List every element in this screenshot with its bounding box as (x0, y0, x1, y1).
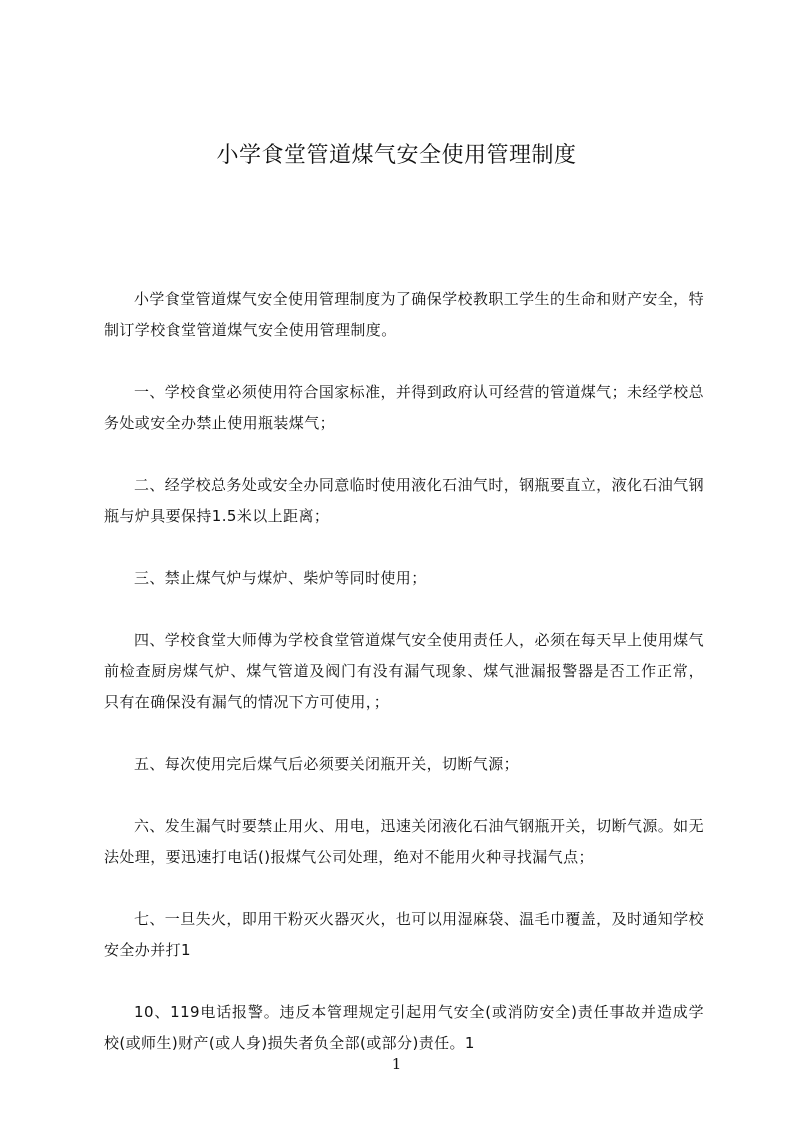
document-body (104, 284, 704, 1090)
paragraph-rule-5: 五、每次使用完后煤气后必须要关闭瓶开关，切断气源； (134, 755, 520, 773)
paragraph-rule-7: 七、一旦失火，即用干粉灭火器灭火，也可以用湿麻袋、温毛巾覆盖，及时通知学校安全办并打1 (104, 910, 704, 959)
document-title: 小学食堂管道煤气安全使用管理制度 (216, 143, 577, 168)
paragraph-rule-4: 四、学校食堂大师傅为学校食堂管道煤气安全使用责任人，必须在每天早上使用煤气前检查厨房煤气炉、煤气管道及阀门有没有漏气现象、煤气泄漏报警器是否工作正常，只有在确保没有漏气的情况下方可使用，； (104, 631, 704, 711)
paragraph-rule-2: 二、经学校总务处或安全办同意临时使用液化石油气时，钢瓶要直立，液化石油气钢瓶与炉具要保持1.5米以上距离； (104, 476, 704, 525)
paragraph-rule-3: 三、禁止煤气炉与煤炉、柴炉等同时使用； (134, 569, 427, 587)
paragraph-rule-7-continued: 10、119电话报警。违反本管理规定引起用气安全(或消防安全)责任事故并造成学校(或师生)财产(或人身)损失者负全部(或部分)责任。1 (104, 1003, 704, 1052)
page-number: 1 (391, 1055, 402, 1073)
paragraph-intro: 小学食堂管道煤气安全使用管理制度为了确保学校教职工学生的生命和财产安全，特制订学校食堂管道煤气安全使用管理制度。 (104, 290, 704, 339)
paragraph-rule-6: 六、发生漏气时要禁止用火、用电，迅速关闭液化石油气钢瓶开关，切断气源。如无法处理，要迅速打电话()报煤气公司处理，绝对不能用火种寻找漏气点； (104, 817, 704, 866)
paragraph-rule-1: 一、学校食堂必须使用符合国家标准，并得到政府认可经营的管道煤气；未经学校总务处或安全办禁止使用瓶装煤气； (104, 383, 704, 432)
